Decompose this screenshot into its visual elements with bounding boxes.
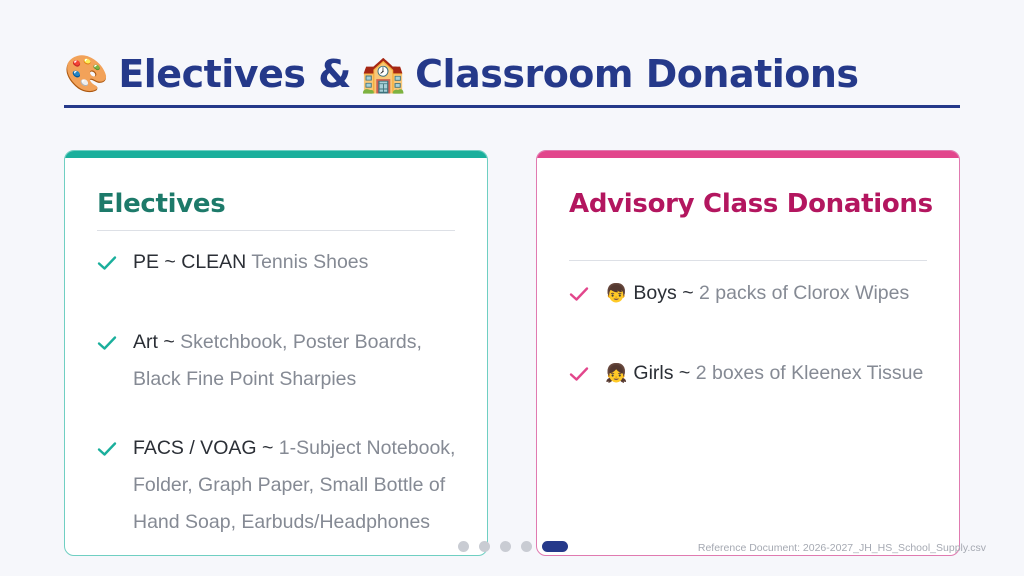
page-dot-4[interactable]: [521, 541, 532, 552]
donation-item-detail: 2 boxes of Kleenex Tissue: [695, 362, 924, 384]
school-icon: 🏫: [360, 54, 406, 95]
donation-item-lead: Girls ~: [633, 362, 696, 384]
elective-item-detail: Tennis Shoes: [246, 251, 369, 273]
donations-card: [536, 150, 960, 556]
check-icon: [97, 255, 117, 271]
page-dot-3[interactable]: [500, 541, 511, 552]
title-underline: [64, 105, 960, 108]
donation-item-boys: [569, 275, 929, 312]
elective-item-lead: Art ~: [133, 331, 181, 353]
donation-item-lead: Boys ~: [633, 282, 699, 304]
electives-heading: Electives: [97, 189, 226, 219]
elective-item-detail: 1-Subject Notebook, Folder, Graph Paper, Small Bottle of Hand Soap, Earbuds/Headphones: [133, 437, 456, 533]
check-icon: [97, 335, 117, 351]
girl-icon: 👧: [605, 363, 628, 383]
elective-item-lead: FACS / VOAG ~: [133, 437, 274, 459]
page-dot-1[interactable]: [458, 541, 469, 552]
electives-card: [64, 150, 488, 556]
elective-item-lead: PE ~ CLEAN: [133, 251, 247, 273]
title-text-electives: Electives &: [118, 52, 351, 96]
electives-card-accent-bar: [65, 151, 487, 158]
donation-item-girls: [569, 355, 929, 392]
elective-item-facs-voag: [97, 430, 457, 541]
slide-title: [64, 46, 859, 102]
donations-heading: Advisory Class Donations: [569, 189, 933, 219]
page-dot-5-active[interactable]: [542, 541, 568, 552]
check-icon: [569, 286, 589, 302]
elective-item-detail: Sketchbook, Poster Boards, Black Fine Point Sharpies: [133, 331, 422, 390]
check-icon: [97, 441, 117, 457]
slide-pagination: [458, 541, 568, 552]
elective-item-art: [97, 324, 457, 398]
check-icon: [569, 366, 589, 382]
donations-divider: [569, 260, 927, 261]
palette-icon: 🎨: [64, 54, 109, 95]
elective-item-pe: [97, 244, 457, 281]
boy-icon: 👦: [605, 283, 628, 303]
title-text-donations: Classroom Donations: [415, 52, 859, 96]
reference-document-note: Reference Document: 2026-2027_JH_HS_School_Supply.csv: [697, 542, 986, 554]
donations-card-accent-bar: [537, 151, 959, 158]
donation-item-detail: 2 packs of Clorox Wipes: [699, 282, 910, 304]
electives-divider: [97, 230, 455, 231]
page-dot-2[interactable]: [479, 541, 490, 552]
